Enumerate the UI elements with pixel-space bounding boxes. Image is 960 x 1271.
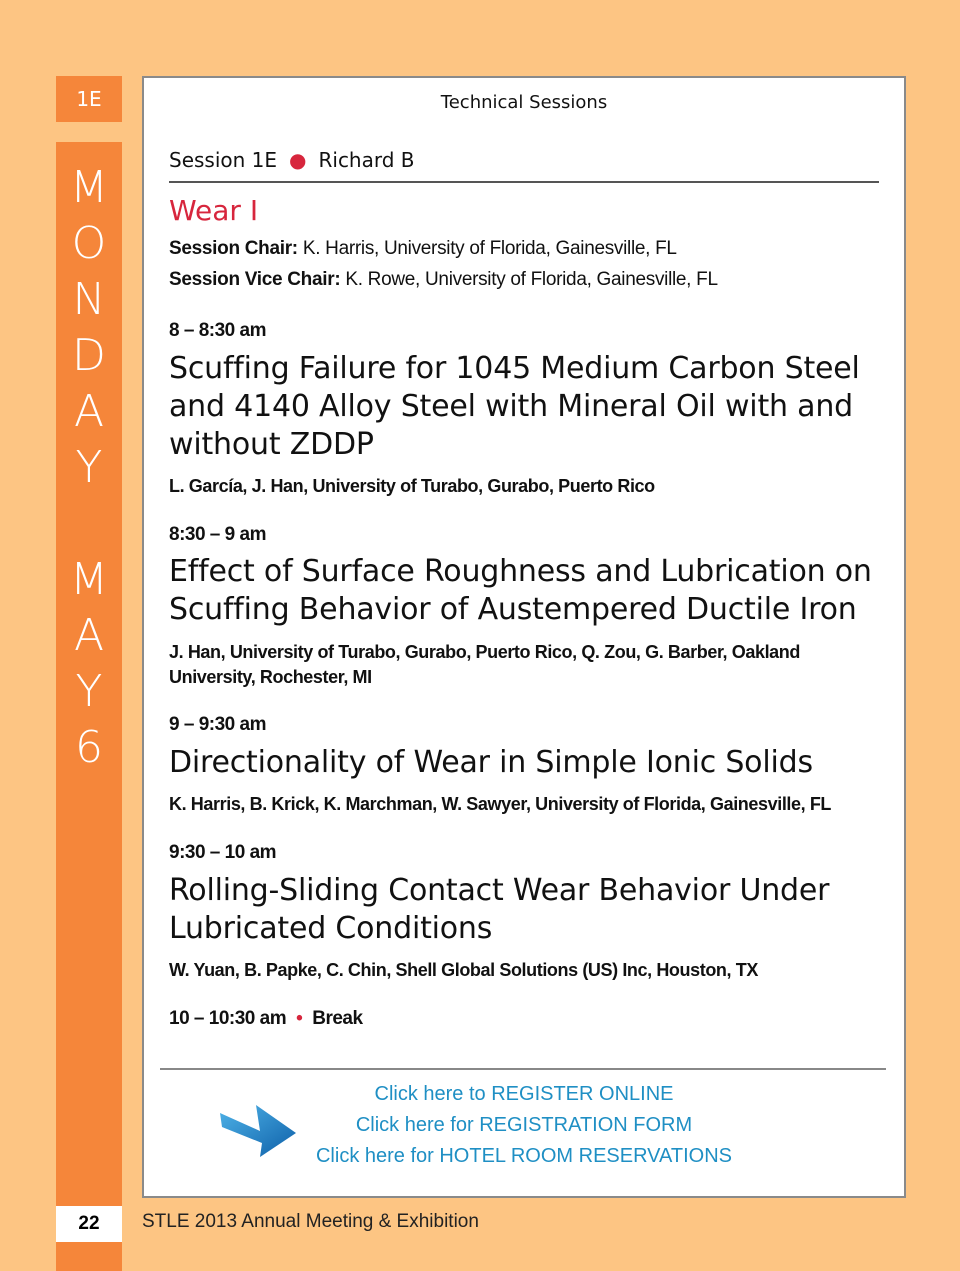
talk-time: 9 – 9:30 am <box>169 714 266 735</box>
day-letter: D <box>72 330 106 381</box>
day-letter: N <box>72 274 106 325</box>
divider <box>160 1068 886 1070</box>
day-sidebar <box>56 142 122 1206</box>
talk-title: Effect of Surface Roughness and Lubrication on Scuffing Behavior of Austempered Ductile Iron <box>169 554 872 627</box>
page-number: 22 <box>56 1206 122 1242</box>
talk-authors: W. Yuan, B. Papke, C. Chin, Shell Global Solutions (US) Inc, Houston, TX <box>169 960 758 980</box>
session-vice-chair <box>169 269 718 291</box>
talk-authors: K. Harris, B. Krick, K. Marchman, W. Sawyer, University of Florida, Gainesville, FL <box>169 794 832 814</box>
vice-chair-label: Session Vice Chair: <box>169 269 341 290</box>
break-label: Break <box>312 1008 363 1029</box>
talk-title: Scuffing Failure for 1045 Medium Carbon Steel and 4140 Alloy Steel with Mineral Oil with and without ZDDP <box>169 351 860 462</box>
footer-text: STLE 2013 Annual Meeting & Exhibition <box>142 1211 479 1232</box>
date-letter: 6 <box>75 722 103 773</box>
session-room: Richard B <box>318 148 415 172</box>
talk-time: 8 – 8:30 am <box>169 320 266 341</box>
talk-title: Directionality of Wear in Simple Ionic Solids <box>169 745 813 780</box>
date-letter: A <box>73 610 105 661</box>
register-online-link[interactable]: Click here to REGISTER ONLINE <box>374 1083 674 1105</box>
session-chair <box>169 238 677 260</box>
session-tab-code: 1E <box>56 76 122 122</box>
day-letter: A <box>73 386 105 437</box>
registration-form-link[interactable]: Click here for REGISTRATION FORM <box>355 1114 693 1136</box>
sessions-panel <box>142 76 906 1198</box>
bullet-dot: • <box>296 1008 303 1029</box>
day-letter: Y <box>75 442 103 493</box>
break-line <box>169 1008 363 1030</box>
session-code: Session 1E <box>169 148 278 172</box>
session-heading <box>169 148 415 172</box>
sidebar-bottom-strip <box>56 1242 122 1271</box>
vice-chair-value: K. Rowe, University of Florida, Gainesville, FL <box>345 269 718 290</box>
session-title: Wear I <box>169 194 259 227</box>
chair-value: K. Harris, University of Florida, Gainesville, FL <box>302 238 677 259</box>
break-time: 10 – 10:30 am <box>169 1008 287 1029</box>
talk-authors: J. Han, University of Turabo, Gurabo, Puerto Rico, Q. Zou, G. Barber, Oakland University, Rochester, MI <box>169 642 800 687</box>
date-letter: Y <box>75 666 103 717</box>
page-title: Technical Sessions <box>440 92 608 113</box>
day-letter: O <box>71 218 107 269</box>
day-letter: M <box>70 162 108 213</box>
divider <box>169 181 879 183</box>
chair-label: Session Chair: <box>169 238 298 259</box>
bullet-dot: ● <box>289 148 307 172</box>
date-letter: M <box>70 554 108 605</box>
talk-time: 9:30 – 10 am <box>169 842 277 863</box>
talk-title: Rolling-Sliding Contact Wear Behavior Under Lubricated Conditions <box>169 873 830 946</box>
hotel-reservations-link[interactable]: Click here for HOTEL ROOM RESERVATIONS <box>315 1145 732 1167</box>
talk-time: 8:30 – 9 am <box>169 524 266 545</box>
talk-authors: L. García, J. Han, University of Turabo, Gurabo, Puerto Rico <box>169 476 655 496</box>
